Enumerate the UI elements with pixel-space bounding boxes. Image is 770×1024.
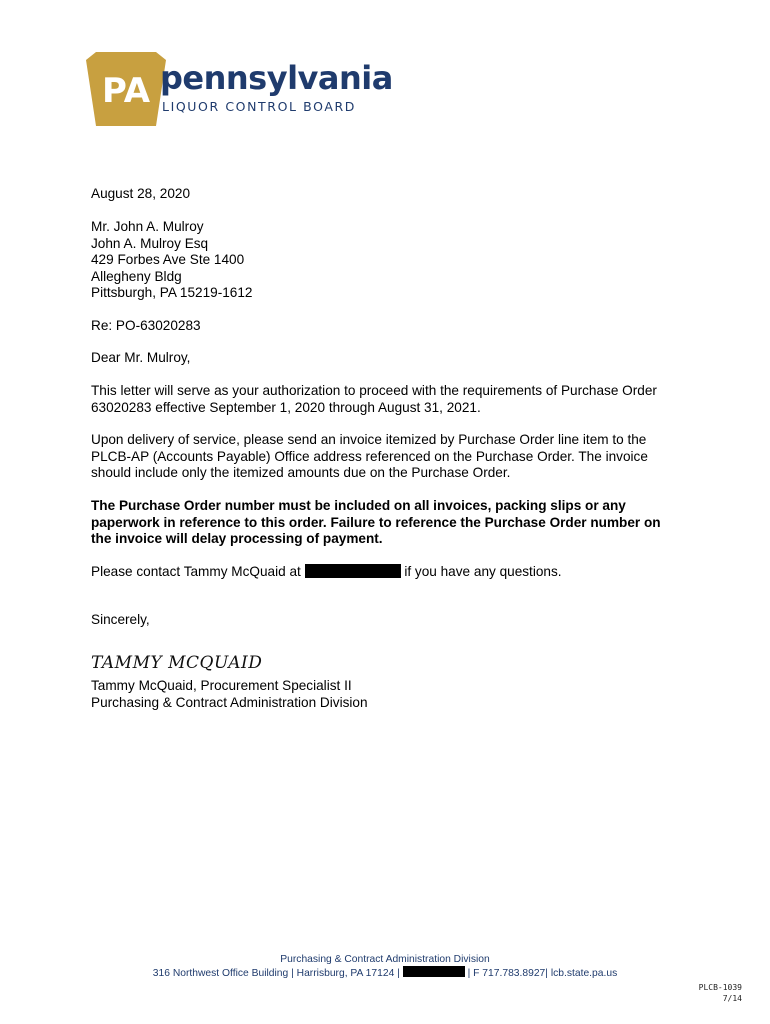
signer-division: Purchasing & Contract Administration Division xyxy=(91,694,368,710)
redacted-phone xyxy=(305,564,401,578)
notice-line: the invoice will delay processing of payment. xyxy=(91,531,383,546)
paragraph-line: Upon delivery of service, please send an invoice itemized by Purchase Order line item to the xyxy=(91,432,647,447)
footer-address xyxy=(0,966,770,979)
recipient-line: Pittsburgh, PA 15219-1612 xyxy=(91,285,253,300)
contact-text-before: Please contact Tammy McQuaid at xyxy=(91,564,301,579)
recipient-line: Mr. John A. Mulroy xyxy=(91,219,204,234)
footer-division: Purchasing & Contract Administration Division xyxy=(280,954,490,965)
redacted-phone xyxy=(403,966,465,977)
reference-line: Re: PO-63020283 xyxy=(91,318,201,333)
logo-mark-text: PA xyxy=(101,71,151,111)
notice-line: The Purchase Order number must be included on all invoices, packing slips or any xyxy=(91,498,626,513)
notice-line: paperwork in reference to this order. Failure to reference the Purchase Order number on xyxy=(91,514,661,530)
form-code xyxy=(699,982,742,1004)
brand-name: pennsylvania xyxy=(160,59,393,97)
salutation: Dear Mr. Mulroy, xyxy=(91,350,191,365)
form-code-id: PLCB-1039 xyxy=(698,983,742,992)
paragraph-line: PLCB-AP (Accounts Payable) Office address referenced on the Purchase Order. The invoice xyxy=(91,448,648,464)
signer-title: Tammy McQuaid, Procurement Specialist II xyxy=(91,678,352,693)
paragraph-line: 63020283 effective September 1, 2020 through August 31, 2021. xyxy=(91,399,481,415)
recipient-line: John A. Mulroy Esq xyxy=(91,235,209,251)
recipient-line: 429 Forbes Ave Ste 1400 xyxy=(91,252,245,267)
footer-address-text: 316 Northwest Office Building | Harrisburg, PA 17124 | xyxy=(152,968,400,979)
paragraph-line: This letter will serve as your authorization to proceed with the requirements of Purchase Order xyxy=(91,383,657,398)
signature: TAMMY MCQUAID xyxy=(91,653,263,673)
letter-date: August 28, 2020 xyxy=(91,186,191,201)
contact-text-after: if you have any questions. xyxy=(404,564,562,579)
paragraph-line: should include only the itemized amounts due on the Purchase Order. xyxy=(91,465,511,480)
footer-contact-text: | F 717.783.8927| lcb.state.pa.us xyxy=(467,968,618,979)
brand-subtitle: LIQUOR CONTROL BOARD xyxy=(162,99,356,114)
recipient-line: Allegheny Bldg xyxy=(91,268,182,284)
contact-line xyxy=(91,564,562,581)
closing: Sincerely, xyxy=(91,612,150,627)
form-code-rev: 7/14 xyxy=(722,994,742,1003)
